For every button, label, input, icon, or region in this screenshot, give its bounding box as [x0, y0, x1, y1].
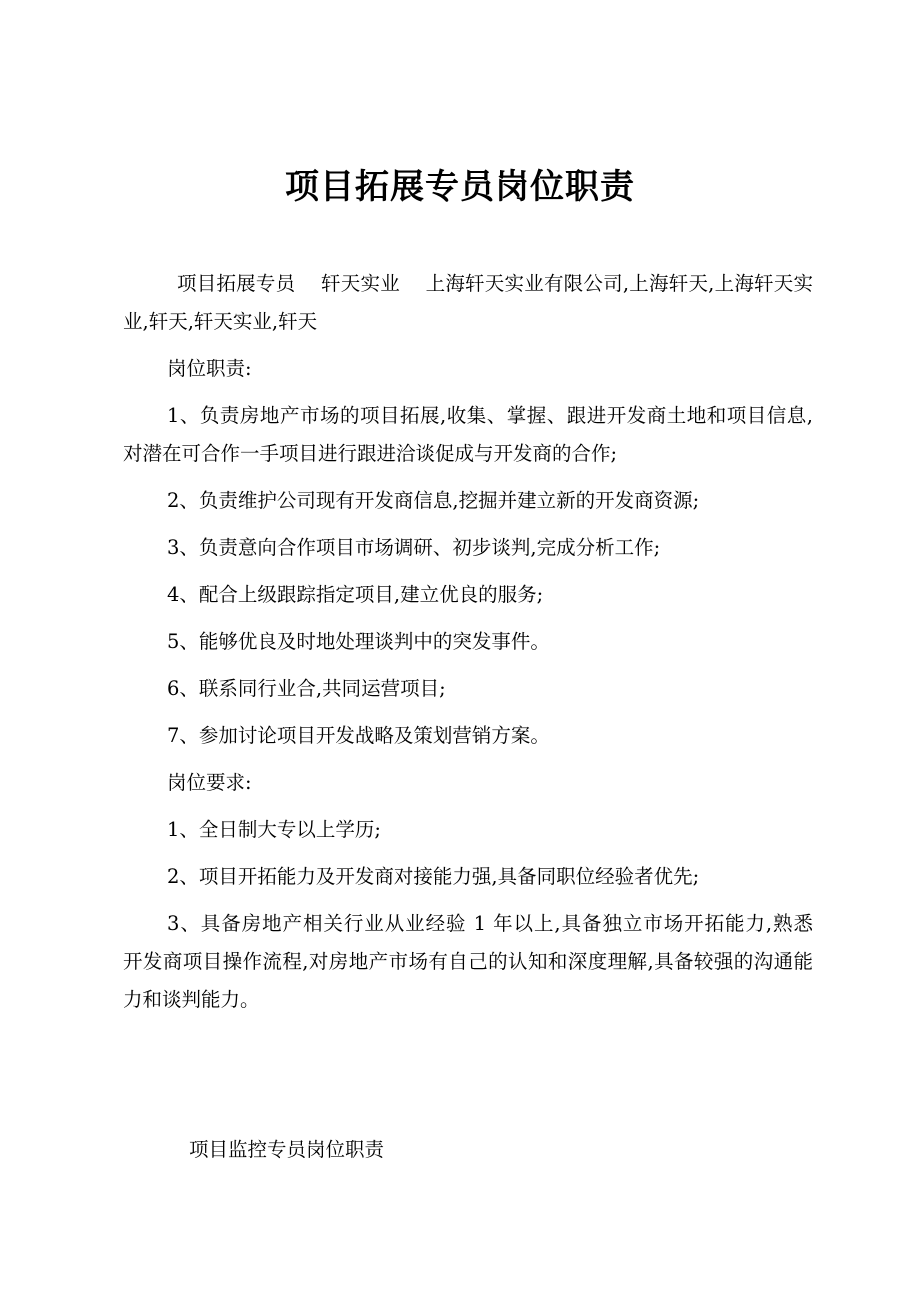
duty-item-2: 2、负责维护公司现有开发商信息,挖掘并建立新的开发商资源; [167, 489, 700, 512]
duty-item-6: 6、联系同行业合,共同运营项目; [167, 677, 446, 700]
next-section-title: 项目监控专员岗位职责 [189, 1138, 385, 1161]
page-title: 项目拓展专员岗位职责 [285, 167, 635, 207]
duty-item-1: 1、负责房地产市场的项目拓展,收集、掌握、跟进开发商土地和项目信息,对潜在可合作一手项目进行跟进洽谈促成与开发商的合作; [123, 404, 813, 465]
requirements-heading: 岗位要求: [167, 771, 252, 794]
duty-item-7: 7、参加讨论项目开发战略及策划营销方案。 [167, 724, 550, 747]
requirement-item-1: 1、全日制大专以上学历; [167, 818, 381, 841]
document-body [123, 265, 838, 1028]
duty-item-3: 3、负责意向合作项目市场调研、初步谈判,完成分析工作; [167, 536, 661, 559]
intro-paragraph: 项目拓展专员 轩天实业 上海轩天实业有限公司,上海轩天,上海轩天实业,轩天,轩天实业,轩天 [123, 272, 813, 333]
duties-heading: 岗位职责: [167, 357, 252, 380]
requirement-item-3: 3、具备房地产相关行业从业经验 1 年以上,具备独立市场开拓能力,熟悉 开发商项目操作流程,对房地产市场有自己的认知和深度理解,具备较强的沟通能力和谈判能力。 [123, 912, 838, 1011]
requirement-item-2: 2、项目开拓能力及开发商对接能力强,具备同职位经验者优先; [167, 865, 700, 888]
duty-item-4: 4、配合上级跟踪指定项目,建立优良的服务; [167, 583, 544, 606]
duty-item-5: 5、能够优良及时地处理谈判中的突发事件。 [167, 630, 550, 653]
